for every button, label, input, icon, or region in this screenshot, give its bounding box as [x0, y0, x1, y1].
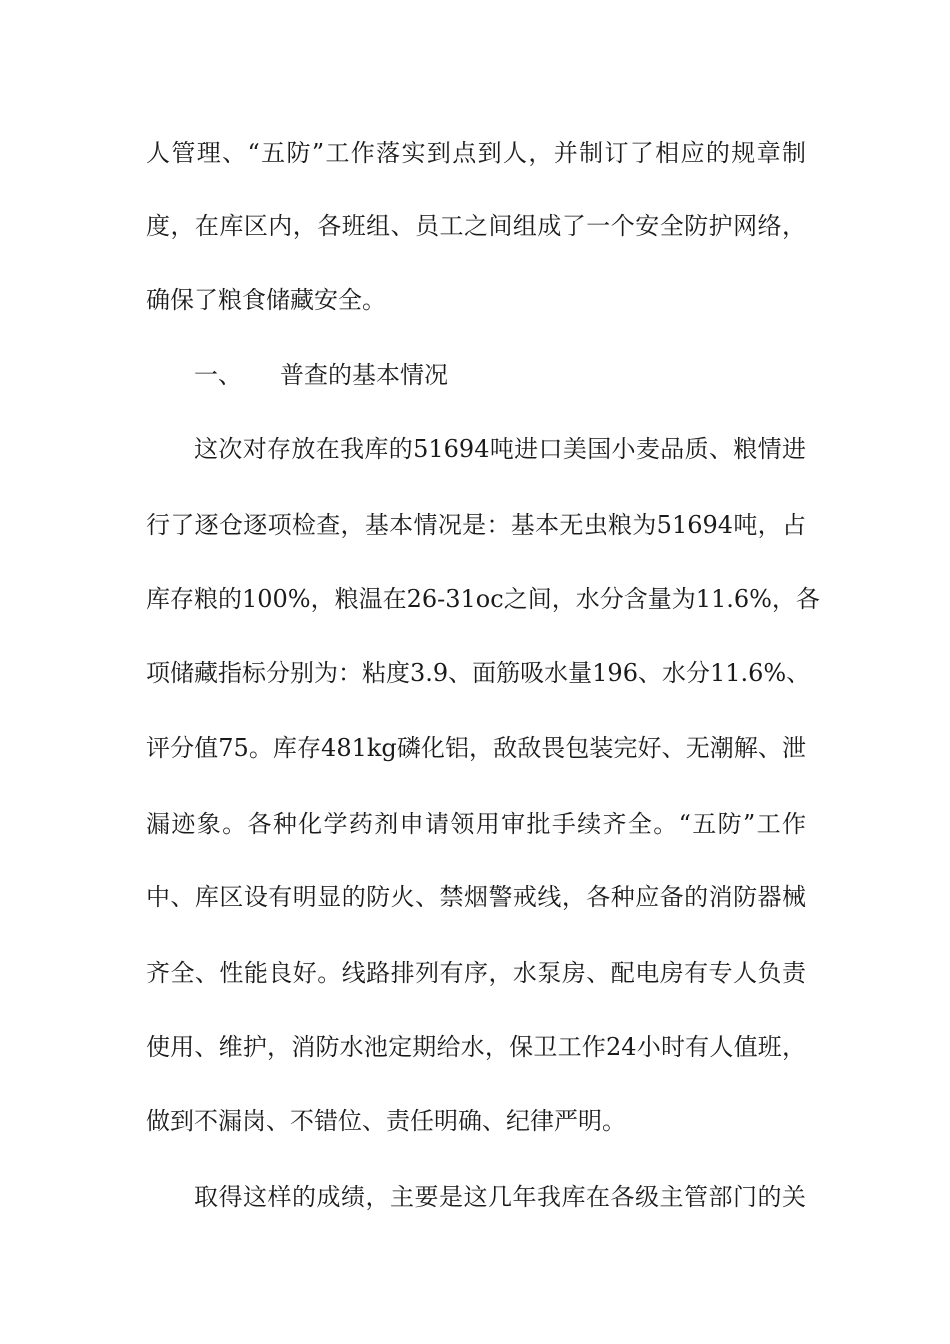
paragraph-line: 齐全、性能良好。线路排列有序，水泵房、配电房有专人负责: [146, 959, 806, 987]
section-heading: [194, 360, 854, 390]
paragraph-line: 确保了粮食储藏安全。: [146, 286, 386, 314]
paragraph-line: 项储藏指标分别为：粘度3.9、面筋吸水量196、水分11.6%、: [146, 659, 811, 687]
paragraph-line: 漏迹象。各种化学药剂申请领用审批手续齐全。“五防”工作: [146, 810, 806, 838]
paragraph-line: 中、库区设有明显的防火、禁烟警戒线，各种应备的消防器械: [146, 883, 806, 911]
paragraph-line: 这次对存放在我库的51694吨进口美国小麦品质、粮情进: [194, 435, 806, 463]
paragraph-line: 取得这样的成绩，主要是这几年我库在各级主管部门的关: [194, 1183, 806, 1211]
paragraph-line: 评分值75。库存481kg磷化铝，敌敌畏包装完好、无潮解、泄: [146, 734, 806, 762]
paragraph-line: 使用、维护，消防水池定期给水，保卫工作24小时有人值班，: [146, 1033, 806, 1061]
section-title: 普查的基本情况: [280, 361, 448, 389]
paragraph-line: 度，在库区内，各班组、员工之间组成了一个安全防护网络，: [146, 212, 806, 240]
paragraph-line: 行了逐仓逐项检查，基本情况是：基本无虫粮为51694吨，占: [146, 511, 806, 539]
paragraph-line: 库存粮的100%，粮温在26-31oc之间，水分含量为11.6%，各: [146, 585, 820, 613]
section-number: 一、: [194, 361, 242, 389]
paragraph-line: 做到不漏岗、不错位、责任明确、纪律严明。: [146, 1107, 626, 1135]
paragraph-line: 人管理、“五防”工作落实到点到人，并制订了相应的规章制: [146, 139, 806, 167]
